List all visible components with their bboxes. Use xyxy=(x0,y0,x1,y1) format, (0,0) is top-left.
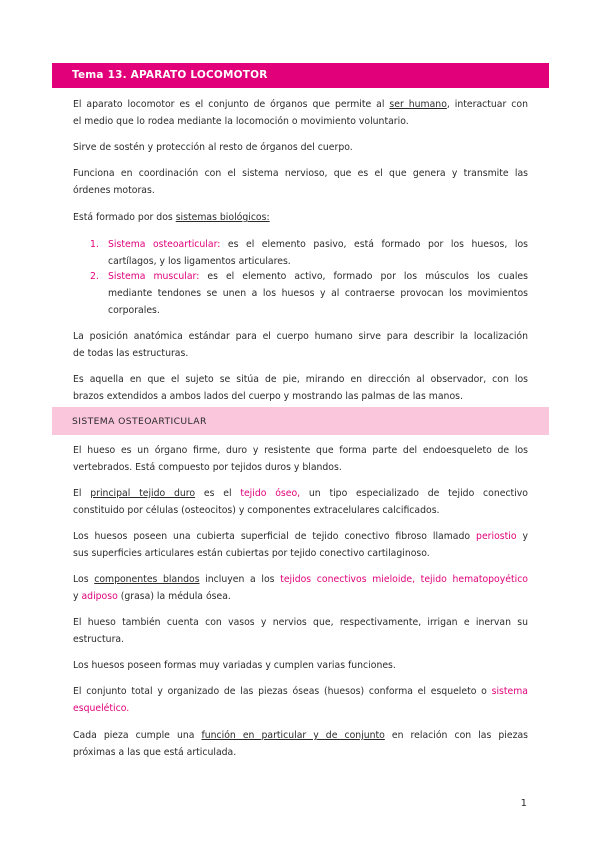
intro-paragraph-2: Sirve de sostén y protección al resto de órganos del cuerpo. xyxy=(73,142,353,153)
pink-term: periostio xyxy=(476,531,517,542)
pink-term: tejidos conectivos mieloide, tejido hematopoyético xyxy=(280,574,528,585)
pink-term: sistema xyxy=(491,686,528,697)
osteo-paragraph-1: El hueso es un órgano firme, duro y resistente que forma parte del endoesqueleto de los vertebrados. Está compuesto por tejidos duros y blandos. xyxy=(73,445,528,473)
pink-term: adiposo xyxy=(81,591,118,602)
pink-term: esquelético. xyxy=(73,703,130,714)
posicion-paragraph-2: Es aquella en que el sujeto se sitúa de pie, mirando en dirección al observador, con los brazos extendidos a ambos lados del cuerpo y mostrando las palmas de las manos. xyxy=(73,374,528,402)
underlined-term: sistemas biológicos: xyxy=(175,212,270,223)
osteo-paragraph-2: El principal tejido duro es el tejido óseo, un tipo especializado de tejido conectivo constituido por células (osteocitos) y componentes extracelulares calcificados. xyxy=(73,488,528,516)
underlined-term: función en particular y de conjunto xyxy=(201,730,385,741)
osteo-paragraph-4: Los componentes blandos incluyen a los tejidos conectivos mieloide, tejido hematopoyético y adiposo (grasa) la médula ósea. xyxy=(73,574,528,602)
pink-term: Sistema muscular: xyxy=(108,271,200,282)
underlined-term: componentes blandos xyxy=(94,574,200,585)
chapter-title-bar xyxy=(52,63,549,88)
pink-term: Sistema osteoarticular: xyxy=(108,239,221,250)
list-item-osteoarticular: 1. Sistema osteoarticular: es el elemento pasivo, está formado por los huesos, los cartílagos, y los ligamentos articulares. xyxy=(90,239,528,267)
intro-paragraph-1: El aparato locomotor es el conjunto de órganos que permite al ser humano, interactuar con el medio que lo rodea mediante la locomoción o movimiento voluntario. xyxy=(73,99,528,127)
osteo-paragraph-7: El conjunto total y organizado de las piezas óseas (huesos) conforma el esqueleto o sistema esquelético. xyxy=(73,683,528,717)
underlined-term: ser humano xyxy=(389,99,447,110)
osteo-paragraph-8: Cada pieza cumple una función en particular y de conjunto en relación con las piezas próximas a las que está articulada. xyxy=(73,730,528,758)
intro-paragraph-3: Funciona en coordinación con el sistema nervioso, que es el que genera y transmite las órdenes motoras. xyxy=(73,168,528,196)
chapter-title: Tema 13. APARATO LOCOMOTOR xyxy=(72,69,268,81)
section-header-bar xyxy=(52,407,549,435)
intro-paragraph-4: Está formado por dos sistemas biológicos: xyxy=(73,212,270,223)
list-item-muscular: 2. Sistema muscular: es el elemento activo, formado por los músculos los cuales mediante tendones se unen a los huesos y al contraerse provocan los movimientos corporales. xyxy=(90,271,528,316)
posicion-paragraph-1: La posición anatómica estándar para el cuerpo humano sirve para describir la localización de todas las estructuras. xyxy=(73,331,528,359)
section-title: SISTEMA OSTEOARTICULAR xyxy=(72,416,207,427)
osteo-paragraph-5: El hueso también cuenta con vasos y nervios que, respectivamente, irrigan e inervan su estructura. xyxy=(73,617,528,645)
underlined-term: principal tejido duro xyxy=(90,488,196,499)
osteo-paragraph-6: Los huesos poseen formas muy variadas y cumplen varias funciones. xyxy=(73,660,396,671)
osteo-paragraph-3: Los huesos poseen una cubierta superficial de tejido conectivo fibroso llamado periostio y sus superficies articulares están cubiertas por tejido conectivo cartilaginoso. xyxy=(73,531,528,559)
page-number: 1 xyxy=(520,798,527,809)
pink-term: tejido óseo, xyxy=(240,488,301,499)
